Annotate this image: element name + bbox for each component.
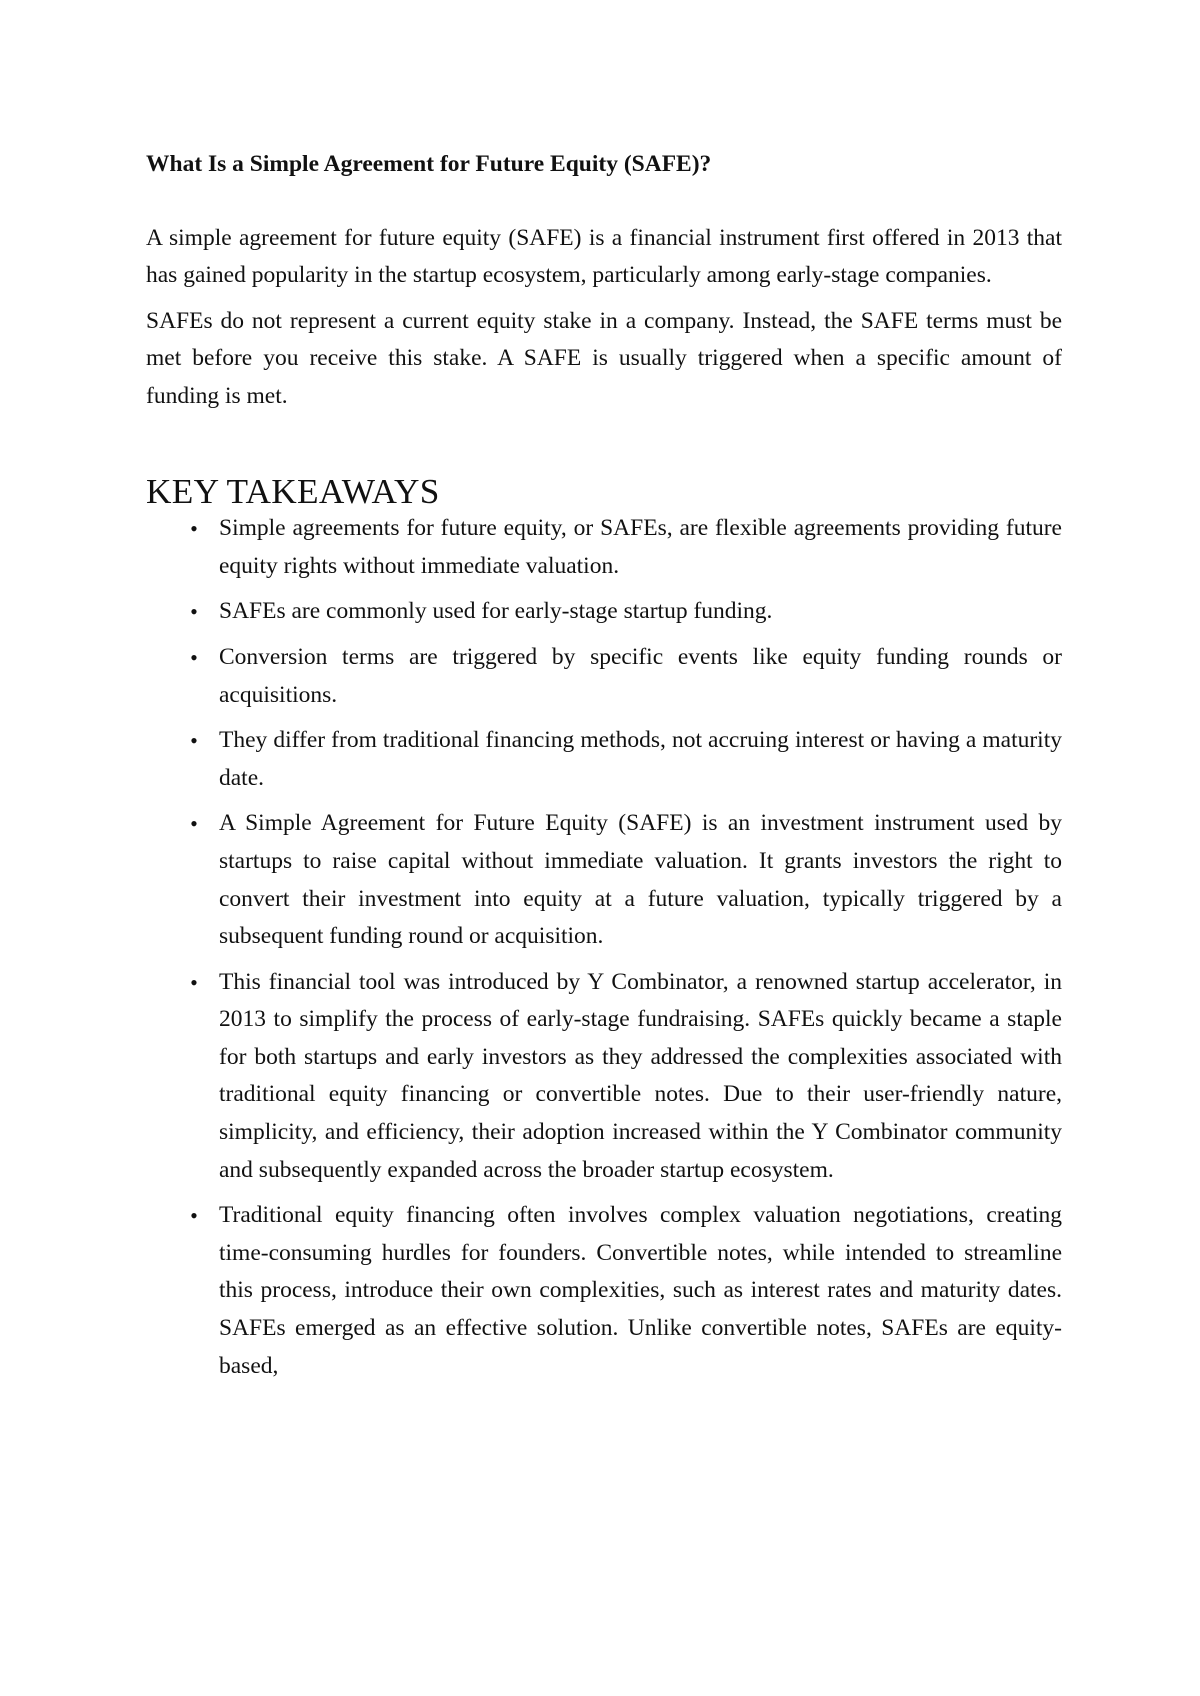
list-item-text: This financial tool was introduced by Y Combinator, a renowned startup accelerator, in 2013 to simplify the process of early-stage fundraising. SAFEs quickly became a staple for both startups and early investors as they addressed the complexities associated with traditional equity financing or convertible notes. Due to their user-friendly nature, simplicity, and efficiency, their adoption increased within the Y Combinator community and subsequently expanded across the broader startup ecosystem.	[219, 968, 1062, 1183]
bullet-icon: •	[190, 969, 198, 995]
intro-paragraph: A simple agreement for future equity (SAFE) is a financial instrument first offered in 2013 that has gained popularity in the startup ecosystem, particularly among early-stage companies.	[146, 224, 1062, 289]
list-item-text: SAFEs are commonly used for early-stage startup funding.	[219, 598, 773, 625]
bullet-icon: •	[190, 728, 198, 754]
bullet-icon: •	[190, 599, 198, 625]
spacer	[146, 295, 1062, 303]
key-takeaways-heading: KEY TAKEAWAYS	[146, 471, 440, 511]
document-title: What Is a Simple Agreement for Future Equity (SAFE)?	[146, 151, 712, 177]
list-item	[146, 964, 1062, 1190]
list-item-text: They differ from traditional financing methods, not accruing interest or having a maturity date.	[219, 727, 1062, 791]
list-item-text: Simple agreements for future equity, or SAFEs, are flexible agreements providing future equity rights without immediate valuation.	[219, 515, 1062, 579]
list-item	[146, 722, 1062, 797]
list-item-text: Traditional equity financing often involves complex valuation negotiations, creating time-consuming hurdles for founders. Convertible notes, while intended to streamline this process, introduce their own complexities, such as interest rates and maturity dates. SAFEs emerged as an effective solution. Unlike convertible notes, SAFEs are equity-based,	[219, 1202, 1062, 1379]
bullet-icon: •	[190, 516, 198, 542]
list-item	[146, 639, 1062, 714]
safe-terms-paragraph: SAFEs do not represent a current equity stake in a company. Instead, the SAFE terms must be met before you receive this stake. A SAFE is usually triggered when a specific amount of funding is met.	[146, 307, 1062, 409]
bullet-icon: •	[190, 811, 198, 837]
key-takeaways-list	[146, 510, 1062, 1385]
list-item-text: A Simple Agreement for Future Equity (SAFE) is an investment instrument used by startups to raise capital without immediate valuation. It grants investors the right to convert their investment into equity at a future valuation, typically triggered by a subsequent funding round or acquisition.	[219, 810, 1062, 950]
list-item	[146, 593, 1062, 631]
list-item	[146, 805, 1062, 955]
list-item-text: Conversion terms are triggered by specific events like equity funding rounds or acquisitions.	[219, 643, 1062, 708]
bullet-icon: •	[190, 644, 198, 670]
list-item	[146, 1197, 1062, 1385]
document-body	[146, 146, 1062, 1393]
bullet-icon: •	[190, 1203, 198, 1229]
list-item	[146, 510, 1062, 585]
spacer	[146, 416, 1062, 473]
spacer	[146, 184, 1062, 220]
